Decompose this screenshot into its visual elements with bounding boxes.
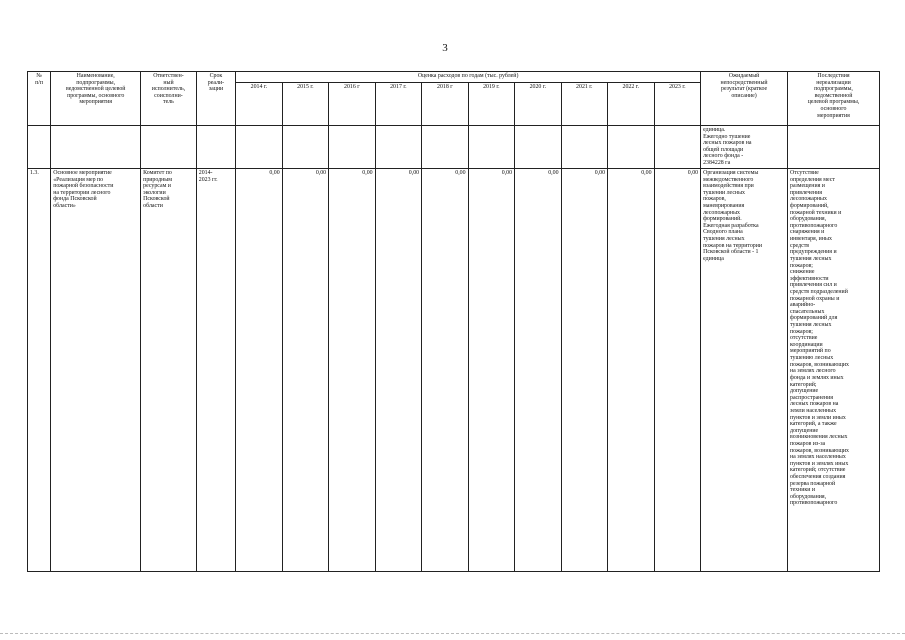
header-year: 2015 г.	[282, 83, 328, 126]
row-value-cell: 0,00	[236, 169, 282, 572]
row-num-cell: 1.3.	[28, 169, 51, 572]
table-cell	[561, 126, 607, 169]
table-row-continued	[28, 126, 880, 169]
row-value-cell: 0,00	[654, 169, 701, 572]
table-cell	[788, 126, 880, 169]
header-year: 2022 г.	[608, 83, 654, 126]
row-value-cell: 0,00	[329, 169, 375, 572]
table-cell	[654, 126, 701, 169]
row-consequences-cell: Отсутствие определения мест размещения и привлечения лесопожарных формирований, пожарной техники и оборудования, противопожарного снаряжения и инвентаря, иных средств предупреждения и тушения лесных пожаров; снижение эффективности привлечения сил и средств подразделений пожарной охраны и аварийно- спасательных формирований для тушения лесных пожаров; отсутствие координации мероприятий по тушению лесных пожаров, возникающих на землях лесного фонда и землях иных категорий; допущение распространения лесных пожаров на земли населенных пунктов и земли иных категорий, а также допущение возникновения лесных пожаров из-за пожаров, возникающих на землях населенных пунктов и землях иных категорий; отсутствие обеспечения создания резерва пожарной техники и оборудования, противопожарного	[788, 169, 880, 572]
header-consequences: Последствия нереализации подпрограммы, ведомственной целевой программы, основного мероприятия	[788, 72, 880, 126]
table-cell	[196, 126, 235, 169]
row-value-cell: 0,00	[422, 169, 468, 572]
table-cell	[51, 126, 141, 169]
row-value-cell: 0,00	[375, 169, 421, 572]
table-cell	[329, 126, 375, 169]
header-year: 2021 г.	[561, 83, 607, 126]
table-row	[28, 169, 880, 572]
header-result: Ожидаемый непосредственный результат (краткое описание)	[701, 72, 788, 126]
table-cell	[28, 126, 51, 169]
header-year: 2014 г.	[236, 83, 282, 126]
table-cell	[515, 126, 561, 169]
header-executor: Ответствен- ный исполнитель, соисполни- тель	[141, 72, 197, 126]
table-cell	[236, 126, 282, 169]
header-name: Наименование, подпрограммы, ведомственной целевой программы, основного мероприятия	[51, 72, 141, 126]
row-value-cell: 0,00	[468, 169, 514, 572]
table-cell	[468, 126, 514, 169]
scan-edge-line	[0, 633, 905, 634]
header-row	[28, 72, 880, 83]
header-year: 2023 г.	[654, 83, 701, 126]
header-year: 2019 г.	[468, 83, 514, 126]
page-number: 3	[442, 42, 448, 54]
row-value-cell: 0,00	[561, 169, 607, 572]
row-term-cell: 2014- 2023 гг.	[196, 169, 235, 572]
header-year: 2020 г.	[515, 83, 561, 126]
expenditure-table	[27, 71, 880, 572]
header-year: 2016 г	[329, 83, 375, 126]
header-term: Срок реали- зации	[196, 72, 235, 126]
row-value-cell: 0,00	[608, 169, 654, 572]
row-executor-cell: Комитет по природным ресурсам и экологии Псковской области	[141, 169, 197, 572]
table-cell	[422, 126, 468, 169]
row-name-cell: Основное мероприятие «Реализация мер по пожарной безопасности на территории лесного фонда Псковской области»	[51, 169, 141, 572]
table-cell	[608, 126, 654, 169]
header-num: № п/п	[28, 72, 51, 126]
header-year: 2017 г.	[375, 83, 421, 126]
row-value-cell: 0,00	[515, 169, 561, 572]
header-year: 2018 г	[422, 83, 468, 126]
row-value-cell: 0,00	[282, 169, 328, 572]
table-cell	[141, 126, 197, 169]
table-cell	[375, 126, 421, 169]
row-result-cell: Организация системы межведомственного взаимодействия при тушении лесных пожаров, маневрирования лесопожарных формирований. Ежегодная разработка Сводного плана тушения лесных пожаров на территории Псковской области - 1 единица	[701, 169, 788, 572]
continued-result-cell: единица. Ежегодно тушение лесных пожаров на общей площади лесного фонда - 2384228 га	[701, 126, 788, 169]
header-estimate: Оценка расходов по годам (тыс. рублей)	[236, 72, 701, 83]
table-cell	[282, 126, 328, 169]
